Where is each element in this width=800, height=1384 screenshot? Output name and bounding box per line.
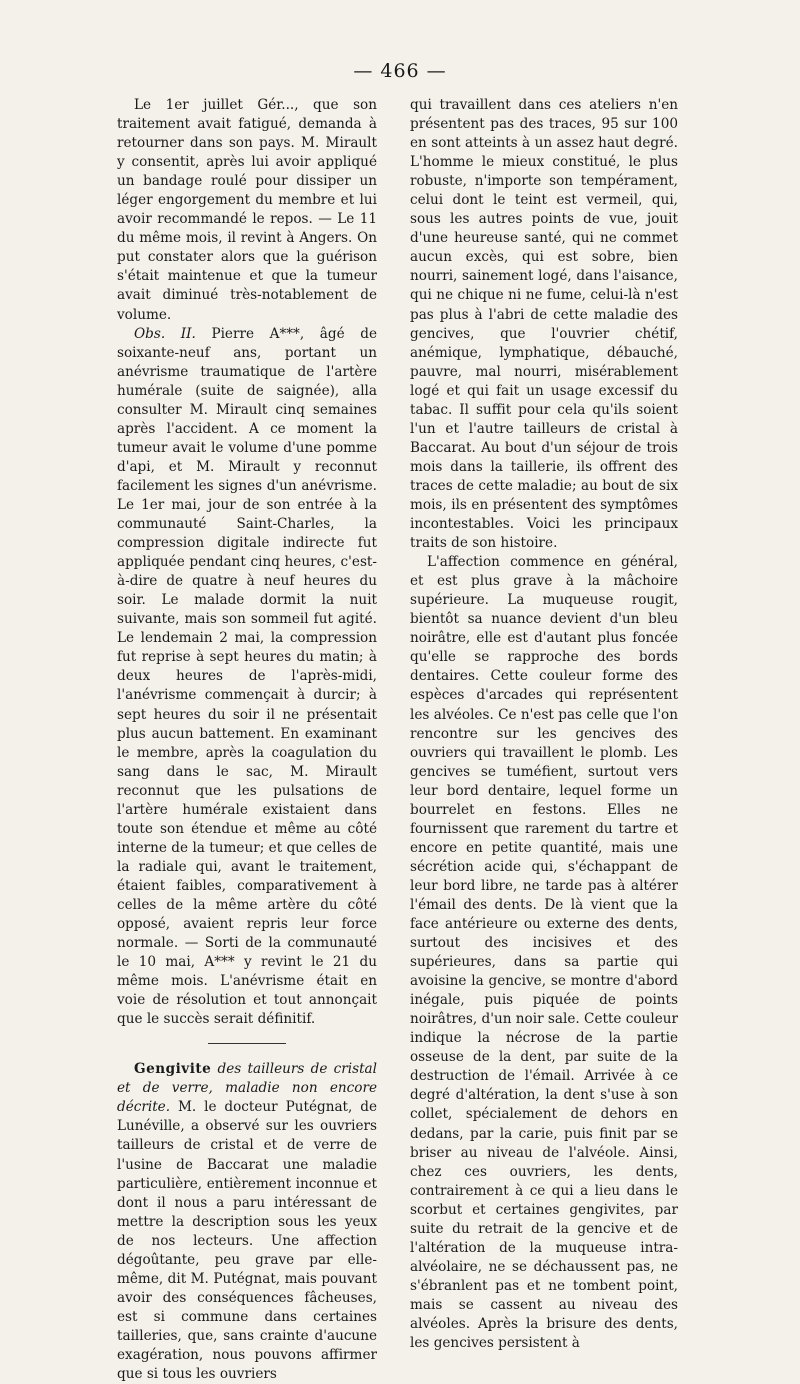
observation-text: Pierre A***, âgé de soixante-neuf ans, portant un anévrisme traumatique de l'artère humérale (suite de saignée), alla consulter M. Mirault cinq semaines après l'accident. A ce moment la tumeur avait le volume d'une pomme d'api, et M. Mirault y reconnut facilement les signes d'un anévrisme. Le 1er mai, jour de son entrée à la communauté Saint-Charles, la compression digitale indirecte fut appliquée pendant cinq heures, c'est-à-dire de quatre à neuf heures du soir. Le malade dormit la nuit suivante, mais son sommeil fut agité. Le lendemain 2 mai, la compression fut reprise à sept heures du matin; à deux heures de l'après-midi, l'anévrisme commençait à durcir; à sept heures du soir il ne présentait plus aucun battement. En examinant le membre, après la coagulation du sang dans le sac, M. Mirault reconnut que les pulsations de l'artère humérale existaient dans toute son étendue et même au côté interne de la tumeur; et que celles de la radiale qui, avant le traitement, étaient faibles, comparativement à celles de la même artère du côté opposé, avaient repris leur force normale. — Sorti de la communauté le 10 mai, A*** y revint le 21 du même mois. L'anévrisme était en voie de résolution et tout annonçait que le succès serait définitif.: [117, 325, 377, 1028]
section-divider: [208, 1043, 286, 1044]
section-subtitle: des tailleurs de cristal et de verre, maladie non encore décrite.: [117, 1061, 377, 1116]
paragraph-return-home: Le 1er juillet Gér..., que son traitement avait fatigué, demanda à retourner dans son pays. M. Mirault y consentit, après lui avoir appliqué un bandage roulé pour dissiper un léger engorgement du membre et lui avoir recommandé le repos. — Le 11 du même mois, il revint à Angers. On put constater alors que la guérison s'était maintenue et que la tumeur avait diminué très-notablement de volume.: [117, 97, 377, 323]
observation-label: Obs. II.: [134, 325, 196, 342]
section-title: Gengivite: [134, 1061, 212, 1078]
page-number: — 466 —: [353, 60, 447, 82]
paragraph-gengivite: [117, 1060, 377, 1384]
paragraph-observation-2: [117, 325, 377, 1030]
paragraph-continuation: qui travaillent dans ces ateliers n'en présentent pas des traces, 95 sur 100 en sont atteints à un assez haut degré. L'homme le mieux constitué, le plus robuste, n'importe son tempérament, celui dont le teint est vermeil, qui, sous les autres points de vue, jouit d'une heureuse santé, qui ne commet aucun excès, qui est sobre, bien nourri, sainement logé, dans l'aisance, qui ne chique ni ne fume, celui-là n'est pas plus à l'abri de cette maladie des gencives, que l'ouvrier chétif, anémique, lymphatique, débauché, pauvre, mal nourri, misérablement logé et qui fait un usage excessif du tabac. Il suffit pour cela qu'ils soient l'un et l'autre tailleurs de cristal à Baccarat. Au bout d'un séjour de trois mois dans la taillerie, ils offrent des traces de cette maladie; au bout de six mois, ils en présentent des symptômes incontestables. Voici les principaux traits de son histoire.: [410, 97, 678, 552]
gengivite-text: M. le docteur Putégnat, de Lunéville, a observé sur les ouvriers tailleurs de cristal et de verre de l'usine de Baccarat une maladie particulière, entièrement inconnue et dont il nous a paru intéressant de mettre la description sous les yeux de nos lecteurs. Une affection dégoûtante, peu grave par elle-même, dit M. Putégnat, mais pouvant avoir des conséquences fâcheuses, est si commune dans certaines tailleries, que, sans crainte d'aucune exagération, nous pouvons affirmer que si tous les ouvriers: [117, 1099, 377, 1383]
paragraph-affection: L'affection commence en général, et est plus grave à la mâchoire supérieure. La muqueuse rougit, bientôt sa nuance devient d'un bleu noirâtre, elle est d'autant plus foncée qu'elle se rapproche des bords dentaires. Cette couleur forme des espèces d'arcades qui représentent les alvéoles. Ce n'est pas celle que l'on rencontre sur les gencives des ouvriers qui travaillent le plomb. Les gencives se tuméfient, surtout vers leur bord dentaire, lequel forme un bourrelet en festons. Elles ne fournissent que rarement du tartre et encore en petite quantité, mais une sécrétion acide qui, s'échappant de leur bord libre, ne tarde pas à altérer l'émail des dents. De là vient que la face antérieure ou externe des dents, surtout des incisives et des supérieures, dans sa partie qui avoisine la gencive, se montre d'abord inégale, puis piquée de points noirâtres, d'un noir sale. Cette couleur indique la nécrose de la partie osseuse de la dent, par suite de la destruction de l'émail. Arrivée à ce degré d'altération, la dent s'use à son collet, spécialement de dehors en dedans, par la carie, puis finit par se briser au niveau de l'alvéole. Ainsi, chez ces ouvriers, les dents, contrairement à ce qui a lieu dans le scorbut et certaines gengivites, par suite du retrait de la gencive et de l'altération de la muqueuse intra-alvéolaire, ne se déchaussent pas, ne s'ébranlent pas et ne tombent point, mais se cassent au niveau des alvéoles. Après la brisure des dents, les gencives persistent à: [410, 554, 678, 1352]
right-column: [410, 96, 678, 1353]
left-column: [117, 96, 377, 1384]
